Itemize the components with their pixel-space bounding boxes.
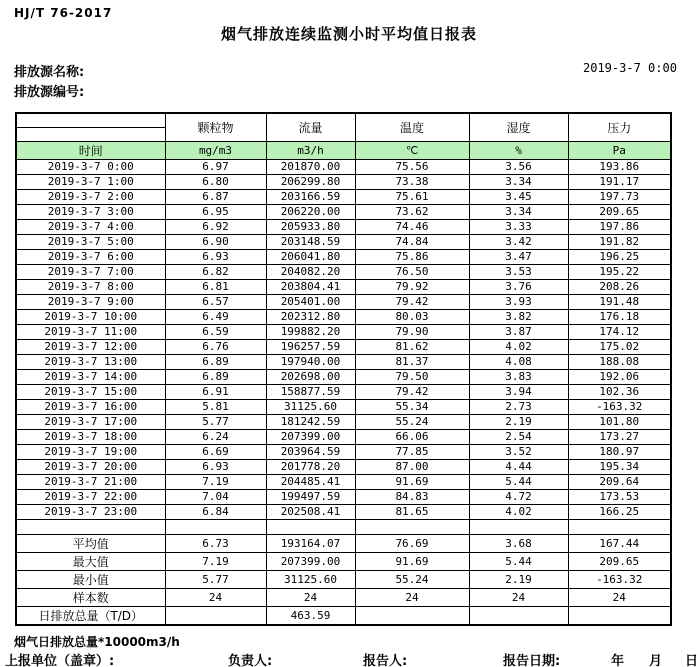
report-datetime: 2019-3-7 0:00 [583, 61, 677, 75]
temp-cell: 87.00 [355, 460, 469, 475]
flow-cell: 197940.00 [266, 355, 355, 370]
table-row [16, 190, 671, 205]
summary-value-cell: 5.44 [469, 553, 568, 571]
flow-cell: 202508.41 [266, 505, 355, 520]
pressure-cell: 208.26 [568, 280, 671, 295]
temp-cell: 75.86 [355, 250, 469, 265]
column-header-temp: 温度 [355, 113, 469, 142]
empty-cell [568, 520, 671, 535]
temp-cell: 80.03 [355, 310, 469, 325]
responsible-person-label: 负责人: [228, 654, 273, 667]
temp-cell: 79.90 [355, 325, 469, 340]
humidity-cell: 2.73 [469, 400, 568, 415]
pm-cell: 6.90 [165, 235, 266, 250]
empty-cell [266, 520, 355, 535]
humidity-cell: 3.34 [469, 205, 568, 220]
pressure-cell: 192.06 [568, 370, 671, 385]
flow-cell: 206220.00 [266, 205, 355, 220]
table-row [16, 460, 671, 475]
temp-cell: 66.06 [355, 430, 469, 445]
time-cell: 2019-3-7 20:00 [16, 460, 165, 475]
table-row [16, 280, 671, 295]
temp-cell: 79.42 [355, 295, 469, 310]
month-label: 月 [649, 654, 663, 667]
summary-value-cell: 24 [568, 589, 671, 607]
summary-value-cell: 24 [165, 589, 266, 607]
humidity-cell: 3.93 [469, 295, 568, 310]
column-header-flow: 流量 [266, 113, 355, 142]
humidity-cell: 4.44 [469, 460, 568, 475]
summary-value-cell: 463.59 [266, 607, 355, 626]
day-label: 日 [685, 654, 698, 667]
summary-value-cell: -163.32 [568, 571, 671, 589]
flow-cell: 206299.80 [266, 175, 355, 190]
pressure-cell: -163.32 [568, 400, 671, 415]
flow-cell: 204485.41 [266, 475, 355, 490]
table-row [16, 475, 671, 490]
table-row [16, 340, 671, 355]
pm-cell: 6.91 [165, 385, 266, 400]
table-row [16, 325, 671, 340]
summary-label-cell: 样本数 [16, 589, 165, 607]
humidity-cell: 3.56 [469, 160, 568, 175]
summary-label-cell: 最小值 [16, 571, 165, 589]
time-cell: 2019-3-7 17:00 [16, 415, 165, 430]
table-row [16, 310, 671, 325]
summary-value-cell [355, 607, 469, 626]
temp-cell: 76.50 [355, 265, 469, 280]
pm-cell: 6.81 [165, 280, 266, 295]
summary-row [16, 607, 671, 626]
time-cell: 2019-3-7 10:00 [16, 310, 165, 325]
pm-cell: 6.97 [165, 160, 266, 175]
summary-value-cell: 7.19 [165, 553, 266, 571]
table-row [16, 370, 671, 385]
column-header-pm: 颗粒物 [165, 113, 266, 142]
time-cell: 2019-3-7 18:00 [16, 430, 165, 445]
pm-cell: 6.95 [165, 205, 266, 220]
pressure-cell: 173.53 [568, 490, 671, 505]
corner-cell-bottom [16, 128, 165, 142]
summary-value-cell: 91.69 [355, 553, 469, 571]
summary-value-cell: 167.44 [568, 535, 671, 553]
empty-cell [16, 520, 165, 535]
humidity-cell: 3.76 [469, 280, 568, 295]
pressure-cell: 173.27 [568, 430, 671, 445]
signature-row [0, 650, 698, 667]
time-cell: 2019-3-7 3:00 [16, 205, 165, 220]
pressure-cell: 166.25 [568, 505, 671, 520]
humidity-cell: 3.94 [469, 385, 568, 400]
temp-cell: 79.42 [355, 385, 469, 400]
flow-cell: 181242.59 [266, 415, 355, 430]
flow-cell: 206041.80 [266, 250, 355, 265]
time-cell: 2019-3-7 21:00 [16, 475, 165, 490]
humidity-cell: 2.54 [469, 430, 568, 445]
time-cell: 2019-3-7 4:00 [16, 220, 165, 235]
unit-header-row [16, 142, 671, 160]
summary-value-cell: 24 [266, 589, 355, 607]
humidity-cell: 3.82 [469, 310, 568, 325]
flow-cell: 158877.59 [266, 385, 355, 400]
summary-row [16, 589, 671, 607]
column-header-pressure: 压力 [568, 113, 671, 142]
summary-value-cell: 31125.60 [266, 571, 355, 589]
humidity-cell: 5.44 [469, 475, 568, 490]
pm-cell: 6.93 [165, 250, 266, 265]
summary-value-cell [568, 607, 671, 626]
pressure-cell: 191.48 [568, 295, 671, 310]
humidity-cell: 3.83 [469, 370, 568, 385]
report-unit-label: 上报单位（盖章）: [5, 654, 115, 667]
pressure-cell: 193.86 [568, 160, 671, 175]
table-row [16, 385, 671, 400]
pm-cell: 6.49 [165, 310, 266, 325]
summary-value-cell: 207399.00 [266, 553, 355, 571]
temp-cell: 79.50 [355, 370, 469, 385]
summary-row [16, 571, 671, 589]
standard-number: HJ/T 76-2017 [14, 6, 113, 20]
time-cell: 2019-3-7 16:00 [16, 400, 165, 415]
report-table [15, 112, 672, 626]
temp-cell: 91.69 [355, 475, 469, 490]
summary-value-cell: 3.68 [469, 535, 568, 553]
summary-value-cell: 2.19 [469, 571, 568, 589]
time-cell: 2019-3-7 11:00 [16, 325, 165, 340]
pm-cell: 6.89 [165, 370, 266, 385]
table-row [16, 235, 671, 250]
unit-cell-pm: mg/m3 [165, 142, 266, 160]
summary-value-cell: 24 [469, 589, 568, 607]
pm-cell: 6.76 [165, 340, 266, 355]
pressure-cell: 180.97 [568, 445, 671, 460]
empty-cell [469, 520, 568, 535]
summary-row [16, 553, 671, 571]
table-row [16, 490, 671, 505]
pressure-cell: 191.82 [568, 235, 671, 250]
report-date-label: 报告日期: [503, 654, 561, 667]
table-row [16, 445, 671, 460]
empty-cell [165, 520, 266, 535]
pm-cell: 6.84 [165, 505, 266, 520]
humidity-cell: 4.08 [469, 355, 568, 370]
summary-label-cell: 平均值 [16, 535, 165, 553]
empty-cell [355, 520, 469, 535]
pm-cell: 6.92 [165, 220, 266, 235]
humidity-cell: 3.52 [469, 445, 568, 460]
temp-cell: 77.85 [355, 445, 469, 460]
year-label: 年 [611, 654, 625, 667]
pressure-cell: 209.64 [568, 475, 671, 490]
separator-row [16, 520, 671, 535]
humidity-cell: 2.19 [469, 415, 568, 430]
table-row [16, 295, 671, 310]
summary-value-cell: 6.73 [165, 535, 266, 553]
pressure-cell: 196.25 [568, 250, 671, 265]
flow-cell: 203166.59 [266, 190, 355, 205]
time-cell: 2019-3-7 9:00 [16, 295, 165, 310]
time-cell: 2019-3-7 1:00 [16, 175, 165, 190]
pressure-cell: 176.18 [568, 310, 671, 325]
pm-cell: 7.19 [165, 475, 266, 490]
pressure-cell: 102.36 [568, 385, 671, 400]
pm-cell: 6.59 [165, 325, 266, 340]
table-row [16, 220, 671, 235]
flow-cell: 202698.00 [266, 370, 355, 385]
flow-cell: 201778.20 [266, 460, 355, 475]
time-cell: 2019-3-7 8:00 [16, 280, 165, 295]
pm-cell: 6.87 [165, 190, 266, 205]
time-cell: 2019-3-7 14:00 [16, 370, 165, 385]
time-cell: 2019-3-7 0:00 [16, 160, 165, 175]
pressure-cell: 175.02 [568, 340, 671, 355]
humidity-cell: 3.33 [469, 220, 568, 235]
temp-cell: 81.65 [355, 505, 469, 520]
pm-cell: 6.82 [165, 265, 266, 280]
pressure-cell: 197.73 [568, 190, 671, 205]
summary-value-cell: 55.24 [355, 571, 469, 589]
total-emission-note: 烟气日排放总量*10000m3/h [14, 635, 180, 649]
pm-cell: 6.80 [165, 175, 266, 190]
flow-cell: 203804.41 [266, 280, 355, 295]
flow-cell: 201870.00 [266, 160, 355, 175]
summary-value-cell: 209.65 [568, 553, 671, 571]
pressure-cell: 209.65 [568, 205, 671, 220]
time-cell: 2019-3-7 23:00 [16, 505, 165, 520]
time-cell: 2019-3-7 5:00 [16, 235, 165, 250]
flow-cell: 31125.60 [266, 400, 355, 415]
temp-cell: 81.62 [355, 340, 469, 355]
time-cell: 2019-3-7 22:00 [16, 490, 165, 505]
temp-cell: 55.34 [355, 400, 469, 415]
table-row [16, 415, 671, 430]
temp-cell: 74.46 [355, 220, 469, 235]
pressure-cell: 101.80 [568, 415, 671, 430]
table-row [16, 400, 671, 415]
humidity-cell: 4.02 [469, 505, 568, 520]
table-row [16, 205, 671, 220]
page-title: 烟气排放连续监测小时平均值日报表 [220, 25, 477, 43]
time-cell: 2019-3-7 19:00 [16, 445, 165, 460]
summary-row [16, 535, 671, 553]
summary-label-cell: 日排放总量（T/D） [16, 607, 165, 626]
humidity-cell: 3.87 [469, 325, 568, 340]
table-row [16, 265, 671, 280]
table-row [16, 250, 671, 265]
temp-cell: 75.61 [355, 190, 469, 205]
table-row [16, 160, 671, 175]
pm-cell: 5.77 [165, 415, 266, 430]
pm-cell: 5.81 [165, 400, 266, 415]
summary-value-cell [469, 607, 568, 626]
time-cell: 2019-3-7 7:00 [16, 265, 165, 280]
column-header-humidity: 湿度 [469, 113, 568, 142]
summary-value-cell: 193164.07 [266, 535, 355, 553]
time-cell: 2019-3-7 13:00 [16, 355, 165, 370]
summary-value-cell: 24 [355, 589, 469, 607]
reporter-label: 报告人: [363, 654, 408, 667]
flow-cell: 196257.59 [266, 340, 355, 355]
pressure-cell: 191.17 [568, 175, 671, 190]
humidity-cell: 4.72 [469, 490, 568, 505]
temp-cell: 55.24 [355, 415, 469, 430]
temp-cell: 74.84 [355, 235, 469, 250]
corner-cell-top [16, 113, 165, 128]
pm-cell: 6.57 [165, 295, 266, 310]
temp-cell: 75.56 [355, 160, 469, 175]
temp-cell: 84.83 [355, 490, 469, 505]
humidity-cell: 3.47 [469, 250, 568, 265]
temp-cell: 73.62 [355, 205, 469, 220]
flow-cell: 199882.20 [266, 325, 355, 340]
time-cell: 2019-3-7 2:00 [16, 190, 165, 205]
summary-value-cell: 76.69 [355, 535, 469, 553]
pm-cell: 6.24 [165, 430, 266, 445]
table-row [16, 505, 671, 520]
flow-cell: 203964.59 [266, 445, 355, 460]
humidity-cell: 4.02 [469, 340, 568, 355]
humidity-cell: 3.45 [469, 190, 568, 205]
pressure-cell: 188.08 [568, 355, 671, 370]
time-cell: 2019-3-7 15:00 [16, 385, 165, 400]
temp-cell: 73.38 [355, 175, 469, 190]
flow-cell: 207399.00 [266, 430, 355, 445]
table-row [16, 430, 671, 445]
pm-cell: 7.04 [165, 490, 266, 505]
summary-label-cell: 最大值 [16, 553, 165, 571]
flow-cell: 203148.59 [266, 235, 355, 250]
time-header-cell: 时间 [16, 142, 165, 160]
humidity-cell: 3.42 [469, 235, 568, 250]
time-cell: 2019-3-7 6:00 [16, 250, 165, 265]
summary-value-cell [165, 607, 266, 626]
pm-cell: 6.93 [165, 460, 266, 475]
unit-cell-humidity: % [469, 142, 568, 160]
table-row [16, 175, 671, 190]
source-id-label: 排放源编号: [14, 85, 85, 100]
flow-cell: 205933.80 [266, 220, 355, 235]
humidity-cell: 3.34 [469, 175, 568, 190]
table-row [16, 355, 671, 370]
param-header-row [16, 113, 671, 128]
pm-cell: 6.89 [165, 355, 266, 370]
flow-cell: 199497.59 [266, 490, 355, 505]
humidity-cell: 3.53 [469, 265, 568, 280]
time-cell: 2019-3-7 12:00 [16, 340, 165, 355]
pressure-cell: 174.12 [568, 325, 671, 340]
pressure-cell: 195.34 [568, 460, 671, 475]
unit-cell-temp: ℃ [355, 142, 469, 160]
pressure-cell: 195.22 [568, 265, 671, 280]
temp-cell: 81.37 [355, 355, 469, 370]
flow-cell: 205401.00 [266, 295, 355, 310]
flow-cell: 202312.80 [266, 310, 355, 325]
summary-value-cell: 5.77 [165, 571, 266, 589]
temp-cell: 79.92 [355, 280, 469, 295]
flow-cell: 204082.20 [266, 265, 355, 280]
unit-cell-flow: m3/h [266, 142, 355, 160]
pm-cell: 6.69 [165, 445, 266, 460]
source-name-label: 排放源名称: [14, 65, 85, 80]
unit-cell-pressure: Pa [568, 142, 671, 160]
pressure-cell: 197.86 [568, 220, 671, 235]
